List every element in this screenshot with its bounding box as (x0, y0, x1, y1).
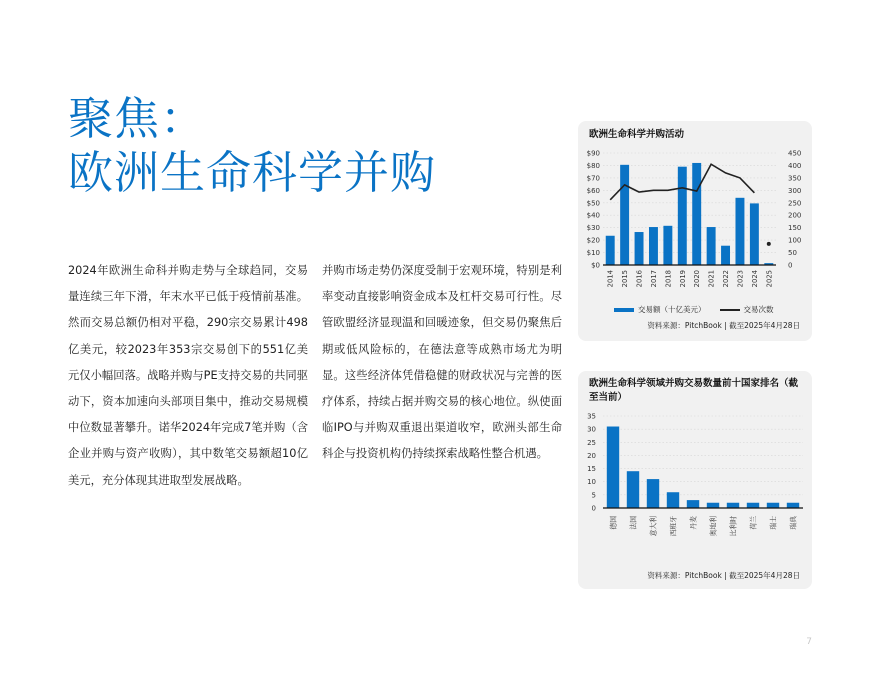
x-axis-tick: 意大利 (649, 516, 658, 537)
right-axis-tick: 450 (788, 149, 802, 158)
y-axis-tick: 10 (587, 478, 596, 487)
y-axis-tick: 35 (587, 412, 596, 421)
x-axis-tick: 瑞士 (769, 516, 778, 530)
left-axis-tick: $10 (586, 249, 600, 258)
legend-item-value (614, 304, 706, 315)
left-axis-tick: $20 (586, 236, 600, 245)
x-axis-tick: 瑞典 (789, 516, 798, 530)
left-axis-tick: $30 (586, 224, 600, 233)
bar (747, 503, 759, 508)
body-column-1: 2024年欧洲生命科并购走势与全球趋同，交易量连续三年下滑，年末水平已低于疫情前基准。然而交易总额仍相对平稳，290宗交易累计498亿美元，较2023年353宗交易创下的551亿美元仅小幅回落。战略并购与PE支持交易的共同驱动下，资本加速向头部项目集中，推动交易规模中位数显著攀升。诺华2024年完成7笔并购（含企业并购与资产收购），其中数笔交易额超10亿美元，充分体现其进取型发展战略。 (68, 264, 308, 487)
x-axis-tick: 荷兰 (749, 516, 758, 530)
x-axis-tick: 2022 (722, 270, 731, 288)
right-axis-tick: 400 (788, 161, 802, 170)
x-axis-tick: 2014 (606, 270, 615, 288)
page-title (68, 92, 436, 200)
bar (787, 503, 799, 508)
legend-item-count (720, 304, 774, 315)
bar (767, 503, 779, 508)
x-axis-tick: 2019 (678, 270, 687, 288)
bar (606, 236, 615, 265)
y-axis-tick: 5 (591, 491, 596, 500)
right-axis-tick: 0 (788, 261, 793, 270)
bar (707, 503, 719, 508)
x-axis-tick: 德国 (609, 516, 618, 530)
chart-title: 欧洲生命科学并购活动 (589, 129, 685, 140)
chart-card-ma-activity (578, 121, 812, 341)
right-axis-tick: 50 (788, 249, 797, 258)
left-axis-tick: $50 (586, 199, 600, 208)
y-axis-tick: 30 (587, 425, 596, 434)
right-axis-tick: 300 (788, 186, 802, 195)
chart-source: 资料来源：PitchBook | 截至2025年4月28日 (647, 571, 800, 580)
left-axis-tick: $70 (586, 174, 600, 183)
bar (678, 167, 687, 265)
x-axis-tick: 2021 (707, 270, 716, 288)
data-point-dot (767, 242, 771, 246)
bar (620, 165, 629, 265)
right-axis-tick: 150 (788, 224, 802, 233)
bar (663, 226, 672, 265)
page-number: 7 (806, 637, 812, 647)
bar (735, 198, 744, 265)
legend-label: 交易次数 (743, 305, 774, 314)
y-axis-tick: 0 (591, 504, 596, 513)
right-axis-tick: 250 (788, 199, 802, 208)
x-axis-tick: 法国 (629, 516, 638, 530)
x-axis-tick: 奥地利 (709, 516, 718, 537)
left-axis-tick: $90 (586, 149, 600, 158)
bar (750, 203, 759, 265)
left-axis-tick: $40 (586, 211, 600, 220)
x-axis-tick: 2018 (664, 270, 673, 288)
x-axis-tick: 2025 (765, 270, 774, 288)
y-axis-tick: 25 (587, 438, 596, 447)
bar (649, 227, 658, 265)
bar (707, 227, 716, 265)
combo-chart (578, 141, 812, 321)
x-axis-tick: 2024 (750, 270, 759, 288)
left-axis-tick: $60 (586, 186, 600, 195)
body-column-2: 并购市场走势仍深度受制于宏观环境，特别是利率变动直接影响资金成本及杠杆交易可行性。尽管欧盟经济显现温和回暖迹象，但交易仍聚焦后期或低风险标的，在德法意等成熟市场尤为明显。这些经济体凭借稳健的财政状况与完善的医疗体系，持续占据并购交易的核心地位。纵使面临IPO与并购双重退出渠道收窄，欧洲头部生命科企与投资机构仍持续探索战略性整合机遇。 (322, 264, 562, 461)
bar (607, 427, 619, 508)
chart-legend (614, 304, 774, 315)
right-axis-tick: 350 (788, 174, 802, 183)
chart-card-top-countries (578, 371, 812, 589)
y-axis-tick: 20 (587, 451, 596, 460)
bar-chart (578, 409, 812, 569)
x-axis-tick: 2020 (693, 270, 702, 288)
y-axis-tick: 15 (587, 465, 596, 474)
bar (667, 492, 679, 508)
left-axis-tick: $80 (586, 161, 600, 170)
chart-title: 欧洲生命科学领域并购交易数量前十国家排名（截至当前） (589, 378, 799, 403)
x-axis-tick: 2016 (635, 270, 644, 288)
bar (635, 232, 644, 265)
bar (721, 246, 730, 265)
x-axis-tick: 2017 (649, 270, 658, 288)
x-axis-tick: 丹麦 (689, 516, 698, 530)
bar (692, 163, 701, 265)
page-title-line-2: 欧洲生命科学并购 (68, 146, 437, 199)
bar (627, 471, 639, 508)
legend-swatch-line (720, 309, 740, 311)
legend-swatch-bar (614, 308, 634, 312)
bar (647, 479, 659, 508)
x-axis-tick: 2023 (736, 270, 745, 288)
legend-label: 交易额（十亿美元） (638, 305, 706, 314)
left-axis-tick: $0 (591, 261, 600, 270)
x-axis-tick: 2015 (621, 270, 630, 288)
right-axis-tick: 200 (788, 211, 802, 220)
x-axis-tick: 比利时 (729, 516, 738, 537)
bar (727, 503, 739, 508)
bar (687, 500, 699, 508)
right-axis-tick: 100 (788, 236, 802, 245)
x-axis-tick: 西班牙 (669, 516, 678, 537)
chart-source: 资料来源：PitchBook | 截至2025年4月28日 (647, 321, 800, 330)
page-title-line-1: 聚焦： (68, 92, 207, 145)
